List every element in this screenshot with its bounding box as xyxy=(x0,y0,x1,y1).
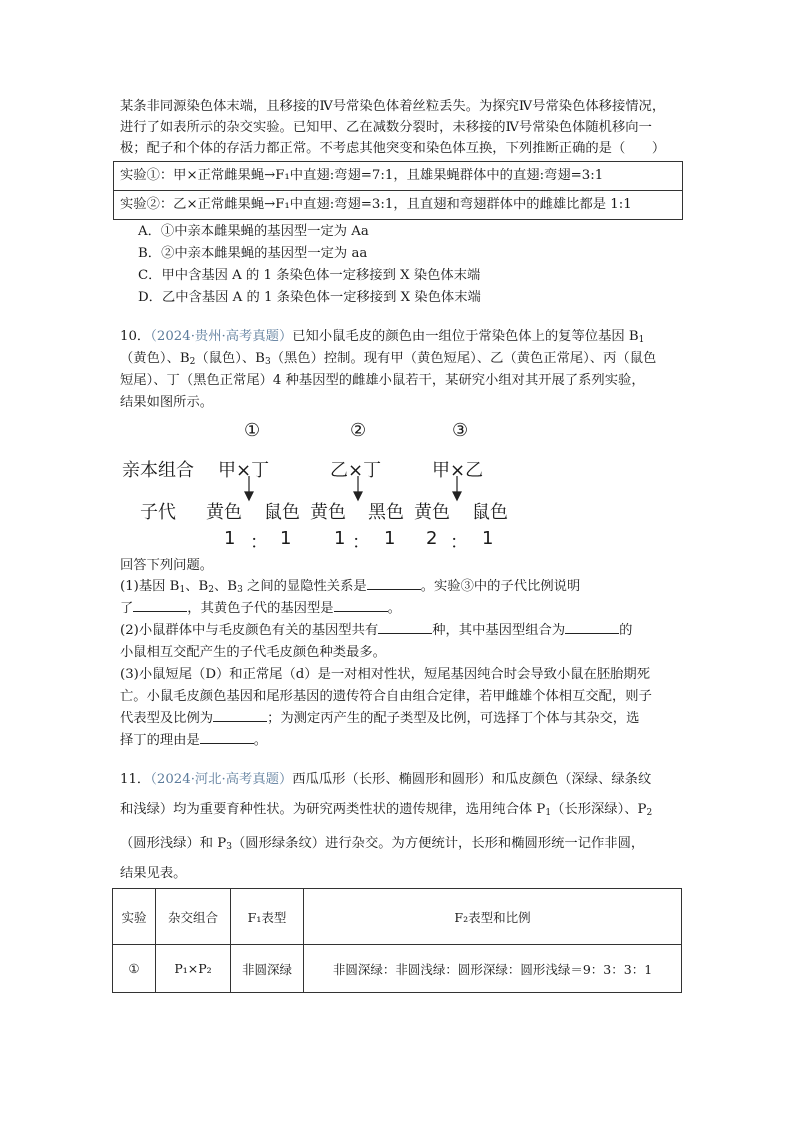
cell: ① xyxy=(113,945,156,993)
sub: 3 xyxy=(264,357,271,367)
ratio-2a: 1 xyxy=(334,528,346,549)
q10-part2-line1 xyxy=(120,621,632,641)
q11-line-2 xyxy=(120,800,652,823)
text: 择丁的理由是 xyxy=(120,733,200,748)
text: 了 xyxy=(120,601,134,616)
q10-text: （黄色）、B xyxy=(120,351,190,366)
answer-blank[interactable] xyxy=(200,731,254,744)
q10-text: （黑色）控制。现有甲（黄色短尾）、乙（黄色正常尾）、丙（鼠色 xyxy=(270,351,657,366)
text: 、B xyxy=(213,579,238,594)
answer-blank[interactable] xyxy=(565,621,619,634)
q10-part3-line4 xyxy=(120,731,267,751)
ratio-1b: 1 xyxy=(280,528,292,549)
text: (2)小鼠群体中与毛皮颜色有关的基因型共有 xyxy=(120,623,379,638)
option-b: B．②中亲本雌果蝇的基因型一定为 aa xyxy=(138,246,368,261)
cell: 非圆深绿：非圆浅绿：圆形深绿：圆形浅绿＝9：3：3：1 xyxy=(304,945,682,993)
q10-number: 10． xyxy=(120,329,151,344)
text: 和浅绿）均为重要育种性状。为研究两类性状的遗传规律，选用纯合体 P xyxy=(120,802,546,817)
cell: P₁×P₂ xyxy=(156,945,231,993)
parent-label: 亲本组合 xyxy=(122,460,194,481)
cross-3: 甲×乙 xyxy=(432,460,484,481)
text: (1)基因 B xyxy=(120,579,180,594)
q11-number: 11． xyxy=(120,772,151,787)
experiment-1: 实验①：甲×正常雌果蝇→F₁中直翅:弯翅=7:1，且雄果蝇群体中的直翅:弯翅=3:1 xyxy=(120,168,604,183)
q10-part2-line2: 小鼠相互交配产生的子代毛皮颜色种类最多。 xyxy=(120,645,386,660)
option-d: D．乙中含基因 A 的 1 条染色体一定移接到 X 染色体末端 xyxy=(138,290,481,305)
table-row xyxy=(113,945,682,993)
answer-head: 回答下列问题。 xyxy=(120,558,214,573)
cross-diagram xyxy=(112,418,532,558)
q10-line-2 xyxy=(120,349,656,372)
text: 。实验③中的子代比例说明 xyxy=(420,579,581,594)
intro-line-1: 某条非同源染色体末端，且移接的Ⅳ号常染色体着丝粒丢失。为探究Ⅳ号常染色体移接情况， xyxy=(120,99,666,114)
ratio-3b: 1 xyxy=(482,528,494,549)
sub: 2 xyxy=(189,357,196,367)
text: 西瓜瓜形（长形、椭圆形和圆形）和瓜皮颜色（深绿、绿条纹 xyxy=(292,772,652,787)
text: （圆形浅绿）和 P xyxy=(120,836,227,851)
experiment-box xyxy=(113,161,683,220)
header-cell: 实验 xyxy=(113,889,156,945)
q10-part3-line1: (3)小鼠短尾（D）和正常尾（d）是一对相对性状，短尾基因纯合时会导致小鼠在胚胎期死 xyxy=(120,667,650,682)
header-cell: F₁表型 xyxy=(231,889,304,945)
offspring-3b: 鼠色 xyxy=(472,502,508,523)
results-table xyxy=(112,888,682,993)
text: 代表型及比例为 xyxy=(120,711,214,726)
intro-line-3: 极；配子和个体的存活力都正常。不考虑其他突变和染色体互换，下列推断正确的是（ ） xyxy=(120,141,666,156)
q10-part1-line1 xyxy=(120,577,580,600)
q10-part3-line2: 亡。小鼠毛皮颜色基因和尾形基因的遗传符合自由组合定律，若甲雌雄个体相互交配，则子 xyxy=(120,689,652,704)
answer-blank[interactable] xyxy=(133,599,187,612)
cross-1: 甲×丁 xyxy=(218,460,270,481)
sub: 2 xyxy=(208,585,214,595)
offspring-2a: 黄色 xyxy=(310,502,346,523)
q11-line-4: 结果见表。 xyxy=(120,866,187,881)
text: 之间的显隐性关系是 xyxy=(242,579,367,594)
q10-line-3: 短尾）、丁（黑色正常尾）4 种基因型的雌雄小鼠若干，某研究小组对其开展了系列实验， xyxy=(120,373,645,388)
experiment-2: 实验②：乙×正常雌果蝇→F₁中直翅:弯翅=3:1，且直翅和弯翅群体中的雌雄比都是 1:1 xyxy=(114,190,682,219)
sub: 1 xyxy=(638,335,645,345)
option-a: A．①中亲本雌果蝇的基因型一定为 Aa xyxy=(138,224,369,239)
q10-part1-line2 xyxy=(120,599,401,619)
sub: 3 xyxy=(226,842,232,852)
q11-line-1 xyxy=(120,770,651,790)
offspring-3a: 黄色 xyxy=(414,502,450,523)
ratio-2s: ： xyxy=(352,532,370,553)
q10-text: 已知小鼠毛皮的颜色由一组位于常染色体上的复等位基因 B xyxy=(292,329,639,344)
circle-3: ③ xyxy=(452,420,469,441)
answer-blank[interactable] xyxy=(213,709,267,722)
cross-2: 乙×丁 xyxy=(330,460,382,481)
text: 种，其中基因型组合为 xyxy=(432,623,566,638)
intro-line-2: 进行了如表所示的杂交实验。已知甲、乙在减数分裂时，未移接的Ⅳ号常染色体随机移向一 xyxy=(120,120,652,135)
circle-1: ① xyxy=(244,420,261,441)
ratio-1a: 1 xyxy=(224,528,236,549)
offspring-1b: 鼠色 xyxy=(264,502,300,523)
text: ，其黄色子代的基因型是 xyxy=(187,601,334,616)
sub: 3 xyxy=(237,585,243,595)
sub: 1 xyxy=(179,585,186,595)
cell: 非圆深绿 xyxy=(231,945,304,993)
answer-blank[interactable] xyxy=(378,621,432,634)
answer-blank[interactable] xyxy=(367,577,421,590)
option-c: C．甲中含基因 A 的 1 条染色体一定移接到 X 染色体末端 xyxy=(138,268,481,283)
text: ；为测定丙产生的配子类型及比例，可选择丁个体与其杂交，选 xyxy=(267,711,640,726)
circle-2: ② xyxy=(350,420,367,441)
answer-blank[interactable] xyxy=(334,599,388,612)
q10-text: （鼠色）、B xyxy=(195,351,265,366)
q11-source: （2024·河北·高考真题） xyxy=(150,772,293,787)
header-cell: F₂表型和比例 xyxy=(304,889,682,945)
text: （长形深绿）、P xyxy=(551,802,647,817)
q10-part3-line3 xyxy=(120,709,639,729)
sub: 2 xyxy=(646,808,653,818)
arrows xyxy=(112,418,532,558)
text: 的 xyxy=(619,623,633,638)
q10-line-1 xyxy=(120,327,644,350)
q10-source: （2024·贵州·高考真题） xyxy=(150,329,293,344)
text: 、B xyxy=(185,579,209,594)
q10-line-4: 结果如图所示。 xyxy=(120,395,214,410)
text: 。 xyxy=(253,733,268,748)
header-cell: 杂交组合 xyxy=(156,889,231,945)
offspring-1a: 黄色 xyxy=(206,502,242,523)
text: （圆形绿条纹）进行杂交。为方便统计，长形和椭圆形统一记作非圆， xyxy=(232,836,645,851)
ratio-3a: 2 xyxy=(426,528,438,549)
table-header-row xyxy=(113,889,682,945)
ratio-3s: ： xyxy=(450,532,468,553)
q11-line-3 xyxy=(120,834,644,857)
ratio-2b: 1 xyxy=(384,528,396,549)
sub: 1 xyxy=(545,808,552,818)
text: 。 xyxy=(387,601,401,616)
offspring-label: 子代 xyxy=(140,502,176,523)
ratio-1s: ： xyxy=(250,532,268,553)
offspring-2b: 黑色 xyxy=(368,502,404,523)
